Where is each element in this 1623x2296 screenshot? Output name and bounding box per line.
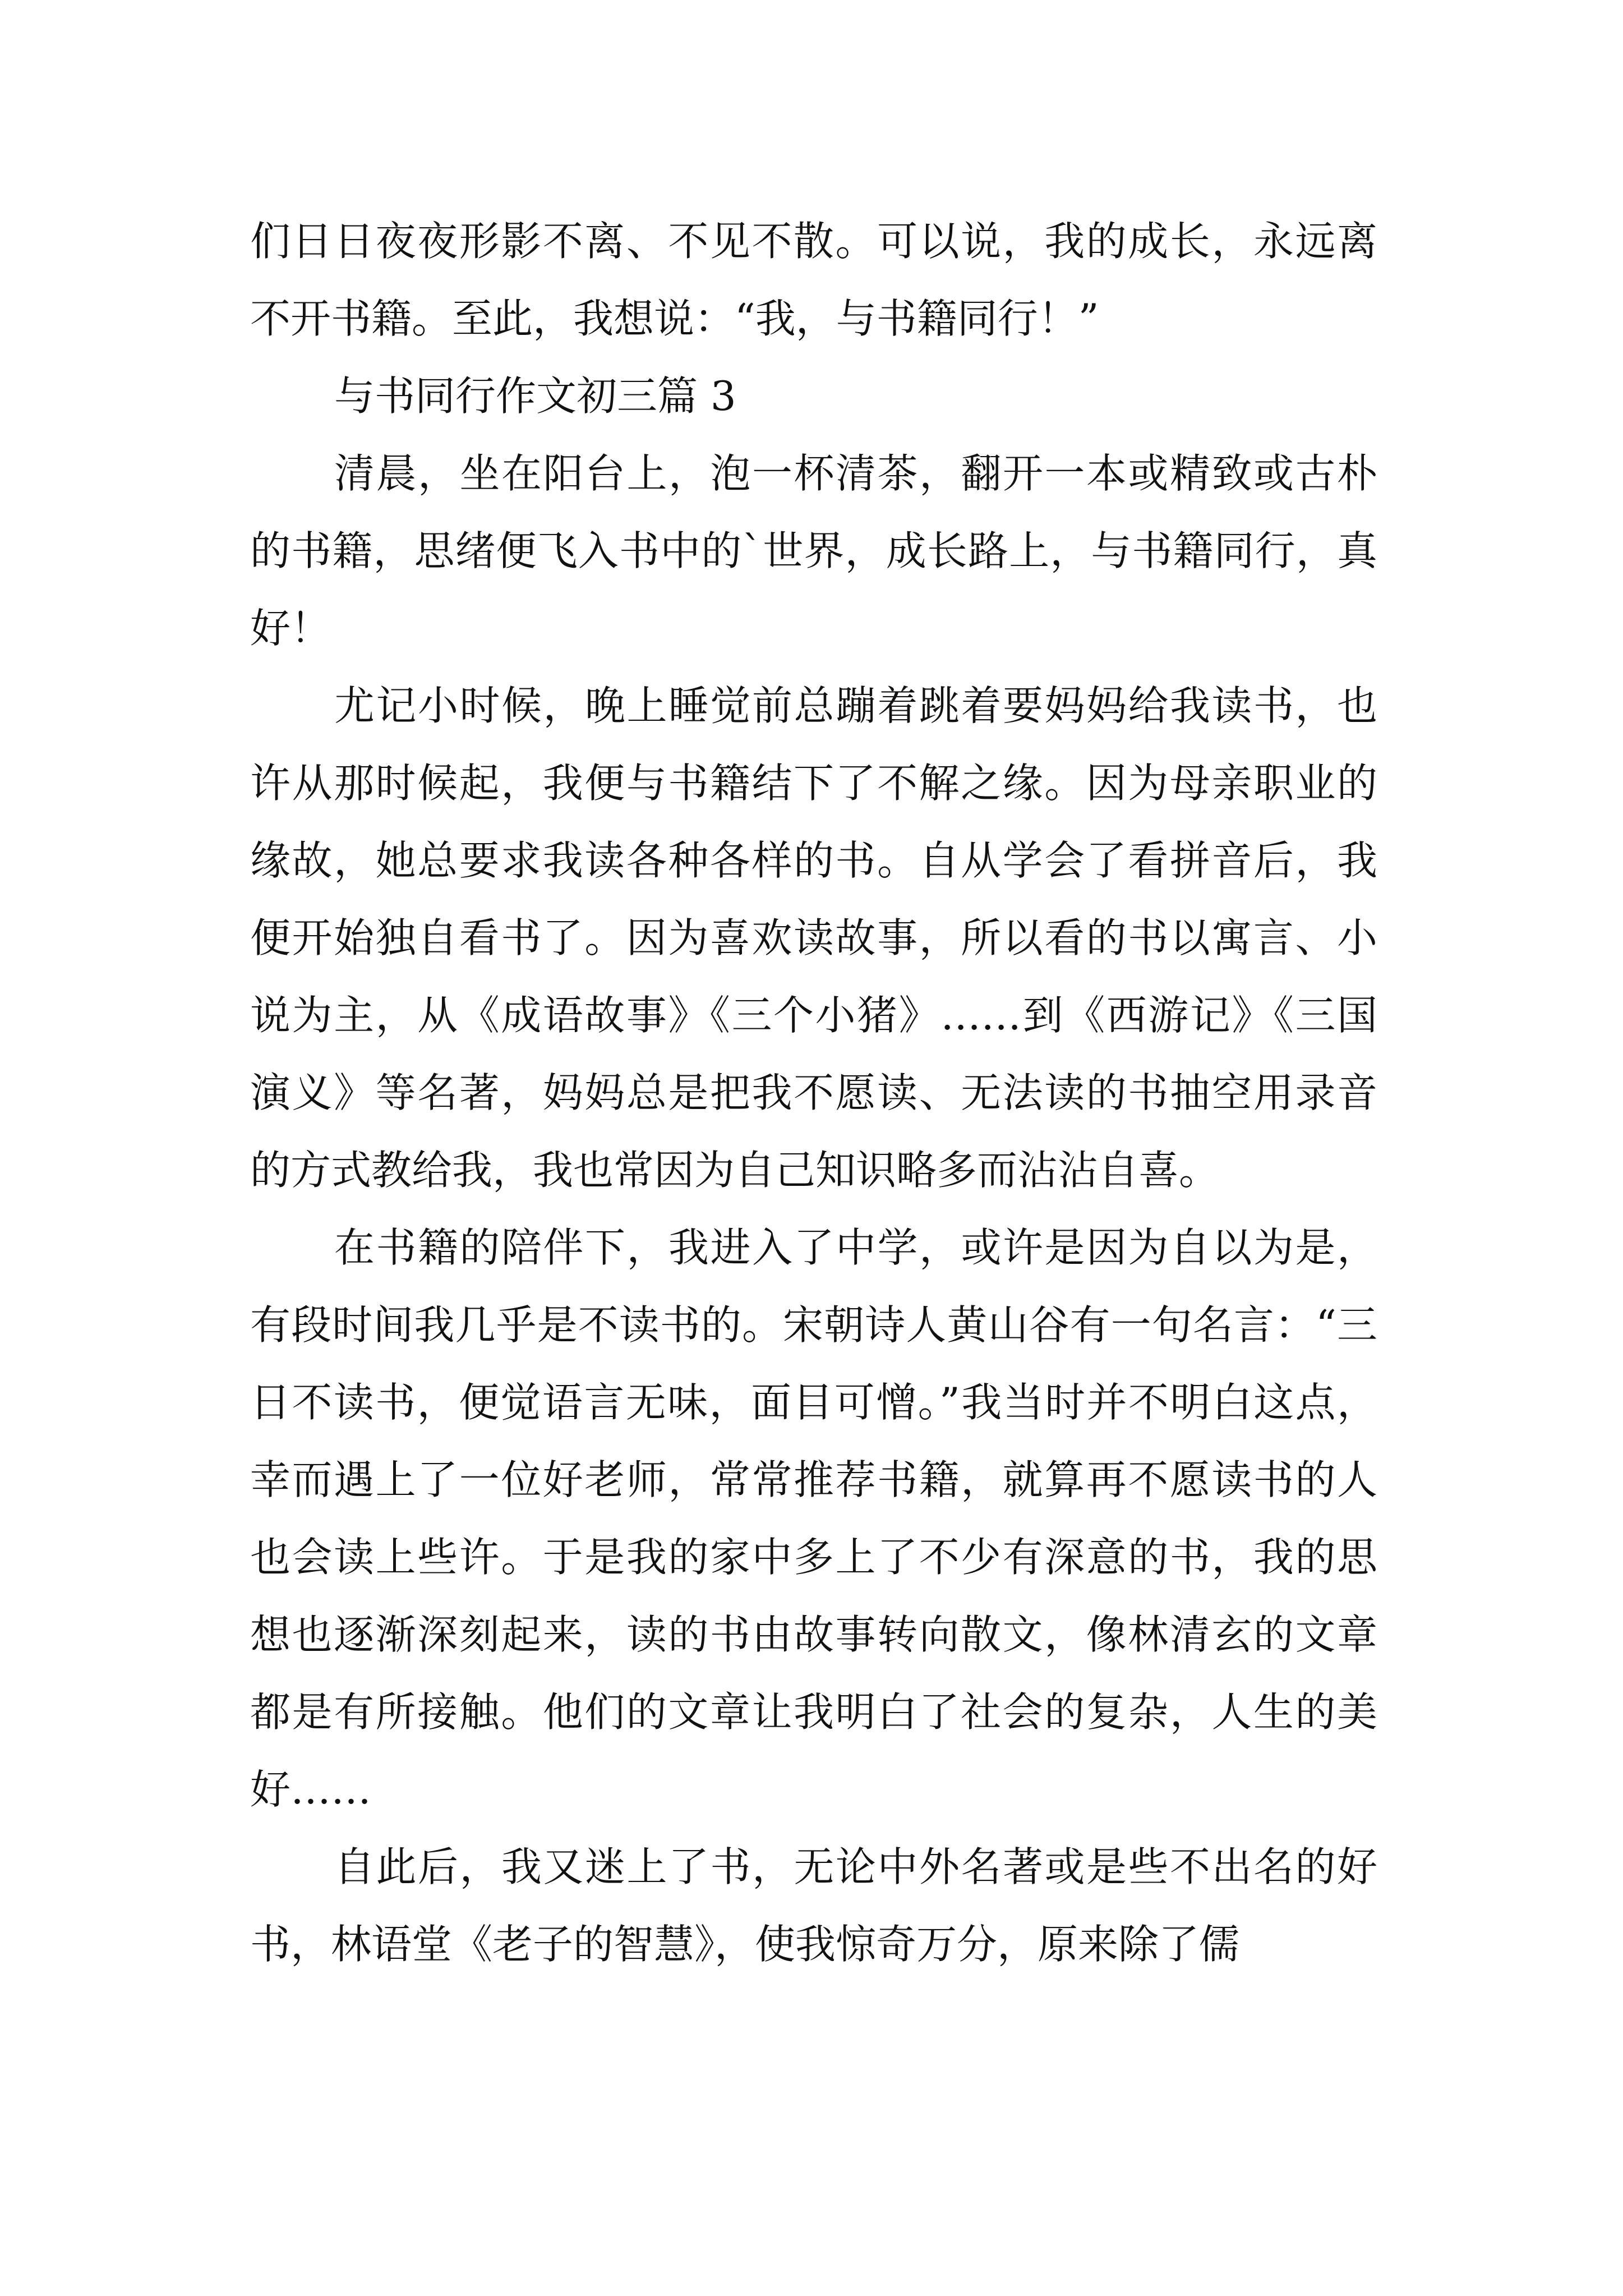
body-paragraph: 清晨，坐在阳台上，泡一杯清茶，翻开一本或精致或古朴的书籍，思绪便飞入书中的`世界，成长路上，与书籍同行，真好！ [250, 450, 1377, 652]
body-paragraph: 自此后，我又迷上了书，无论中外名著或是些不出名的好书，林语堂《老子的智慧》，使我惊奇万分，原来除了儒 [250, 1843, 1377, 1968]
body-paragraph: 尤记小时候，晚上睡觉前总蹦着跳着要妈妈给我读书，也许从那时候起，我便与书籍结下了不解之缘。因为母亲职业的缘故，她总要求我读各种各样的书。自从学会了看拼音后，我便开始独自看书了。因为喜欢读故事，所以看的书以寓言、小说为主，从《成语故事》《三个小猪》……到《西游记》《三国演义》等名著，妈妈总是把我不愿读、无法读的书抽空用录音的方式教给我，我也常因为自己知识略多而沾沾自喜。 [250, 682, 1377, 1194]
body-paragraph: 在书籍的陪伴下，我进入了中学，或许是因为自以为是，有段时间我几乎是不读书的。宋朝诗人黄山谷有一句名言：“三日不读书，便觉语言无味，面目可憎。”我当时并不明白这点，幸而遇上了一位好老师，常常推荐书籍，就算再不愿读书的人也会读上些许。于是我的家中多上了不少有深意的书，我的思想也逐渐深刻起来，读的书由故事转向散文，像林清玄的文章都是有所接触。他们的文章让我明白了社会的复杂，人生的美好…… [250, 1224, 1377, 1813]
section-heading: 与书同行作文初三篇 3 [334, 372, 736, 420]
continuation-paragraph: 们日日夜夜形影不离、不见不散。可以说，我的成长，永远离不开书籍。至此，我想说：“我，与书籍同行！” [250, 218, 1377, 342]
essay-body [250, 203, 1377, 1983]
